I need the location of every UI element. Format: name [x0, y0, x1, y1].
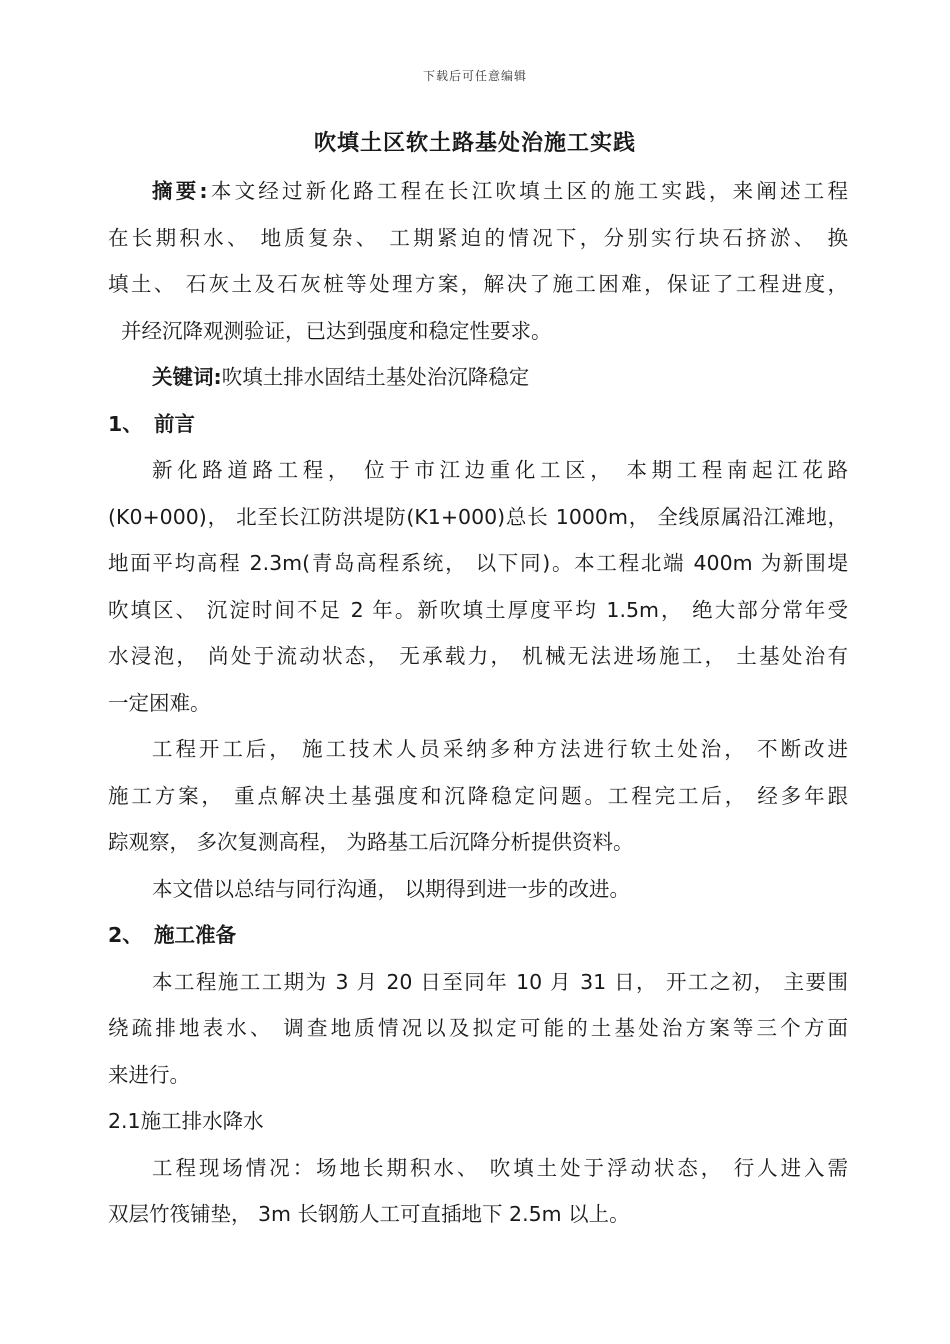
paragraph-line: 水浸泡， 尚处于流动状态， 无承载力， 机械无法进场施工， 土基处治有 [108, 644, 848, 668]
paragraph-line: 新化路道路工程， 位于市江边重化工区， 本期工程南起江花路 [152, 458, 848, 482]
subsection-heading: 2.1施工排水降水 [108, 1109, 264, 1133]
abstract-line: 在长期积水、 地质复杂、 工期紧迫的情况下，分别实行块石挤淤、 换 [108, 225, 848, 250]
paragraph-line: 地面平均高程 2.3m(青岛高程系统， 以下同)。本工程北端 400m 为新围堤 [108, 551, 848, 575]
abstract-line: 摘要:本文经过新化路工程在长江吹填土区的施工实践，来阐述工程 [152, 179, 848, 203]
paragraph-line: 工程开工后， 施工技术人员采纳多种方法进行软土处治， 不断改进 [152, 737, 848, 761]
keywords-label: 关键词: [152, 365, 222, 389]
paragraph-line: 双层竹筏铺垫， 3m 长钢筋人工可直插地下 2.5m 以上。 [108, 1202, 630, 1226]
paragraph-line: 踪观察， 多次复测高程， 为路基工后沉降分析提供资料。 [108, 830, 634, 854]
abstract-line: 并经沉降观测验证，已达到强度和稳定性要求。 [108, 318, 552, 343]
keywords-text: 吹填土排水固结土基处治沉降稳定 [221, 365, 530, 389]
abstract-label: 摘要: [152, 179, 208, 203]
document-title: 吹填土区软土路基处治施工实践 [313, 131, 636, 156]
paragraph-line: 一定困难。 [108, 690, 211, 715]
keywords-line [108, 354, 848, 401]
paragraph-line: 本工程施工工期为 3 月 20 日至同年 10 月 31 日， 开工之初， 主要围 [152, 969, 848, 994]
section-heading: 1、 前言 [108, 411, 195, 436]
paragraph-line: 本文借以总结与同行沟通， 以期得到进一步的改进。 [152, 876, 631, 901]
document-body [108, 168, 848, 1238]
paragraph-line: 绕疏排地表水、 调查地质情况以及拟定可能的土基处治方案等三个方面 [108, 1016, 848, 1040]
page-header: 下载后可任意编辑 [422, 69, 527, 83]
paragraph-line: 吹填区、 沉淀时间不足 2 年。新吹填土厚度平均 1.5m， 绝大部分常年受 [108, 597, 848, 622]
section-heading: 2、 施工准备 [108, 923, 236, 947]
paragraph-line: 来进行。 [108, 1062, 190, 1087]
paragraph-line: 工程现场情况：场地长期积水、 吹填土处于浮动状态， 行人进入需 [152, 1155, 848, 1180]
abstract-line: 填土、 石灰土及石灰桩等处理方案，解决了施工困难，保证了工程进度， [108, 272, 848, 296]
paragraph-line: 施工方案， 重点解决土基强度和沉降稳定问题。工程完工后， 经多年跟 [108, 783, 848, 808]
paragraph-line: (K0+000)， 北至长江防洪堤防(K1+000)总长 1000m， 全线原属沿江滩地， [108, 504, 848, 529]
